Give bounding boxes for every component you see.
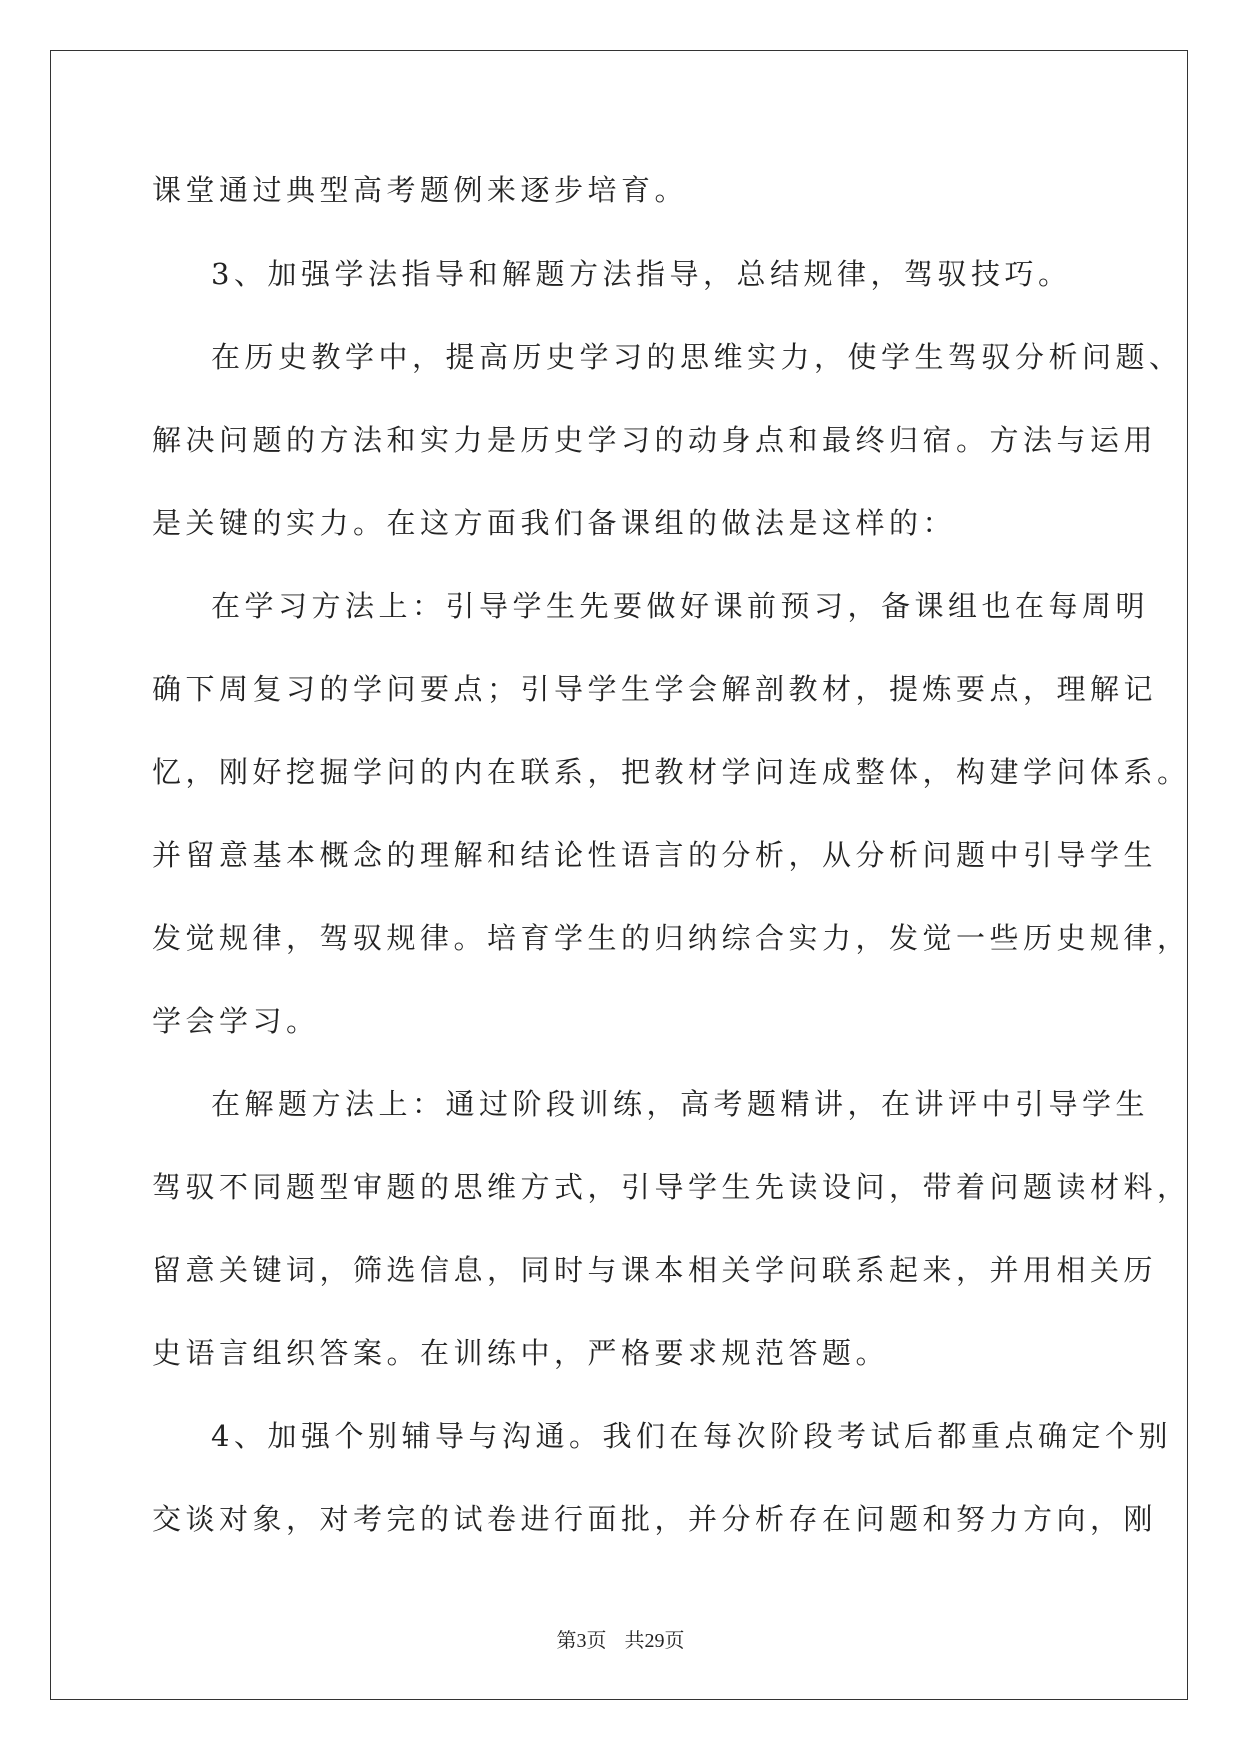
text-line: 3、加强学法指导和解题方法指导，总结规律，驾驭技巧。 [211, 257, 1072, 291]
text-line: 忆，刚好挖掘学问的内在联系，把教材学问连成整体，构建学问体系。 [152, 755, 1191, 789]
text-line: 在学习方法上：引导学生先要做好课前预习，备课组也在每周明 [211, 589, 1150, 623]
text-line: 并留意基本概念的理解和结论性语言的分析，从分析问题中引导学生 [152, 838, 1158, 872]
text-line: 解决问题的方法和实力是历史学习的动身点和最终归宿。方法与运用 [152, 423, 1158, 457]
text-line: 驾驭不同题型审题的思维方式，引导学生先读设问，带着问题读材料， [152, 1170, 1191, 1204]
page-footer [0, 1629, 1241, 1653]
page-number: 第3页 [556, 1630, 607, 1652]
text-line: 4、加强个别辅导与沟通。我们在每次阶段考试后都重点确定个别 [211, 1419, 1172, 1453]
text-line: 是关键的实力。在这方面我们备课组的做法是这样的： [152, 506, 957, 540]
text-line: 留意关键词，筛选信息，同时与课本相关学问联系起来，并用相关历 [152, 1253, 1158, 1287]
text-line: 在解题方法上：通过阶段训练，高考题精讲，在讲评中引导学生 [211, 1087, 1150, 1121]
text-line: 学会学习。 [152, 1004, 320, 1038]
text-line: 交谈对象，对考完的试卷进行面批，并分析存在问题和努力方向，刚 [152, 1502, 1158, 1536]
text-line: 发觉规律，驾驭规律。培育学生的归纳综合实力，发觉一些历史规律， [152, 921, 1191, 955]
text-line: 史语言组织答案。在训练中，严格要求规范答题。 [152, 1336, 890, 1370]
text-line: 确下周复习的学问要点；引导学生学会解剖教材，提炼要点，理解记 [152, 672, 1158, 706]
page-total: 共29页 [624, 1630, 685, 1652]
text-line: 课堂通过典型高考题例来逐步培育。 [152, 173, 689, 207]
text-line: 在历史教学中，提高历史学习的思维实力，使学生驾驭分析问题、 [211, 340, 1183, 374]
